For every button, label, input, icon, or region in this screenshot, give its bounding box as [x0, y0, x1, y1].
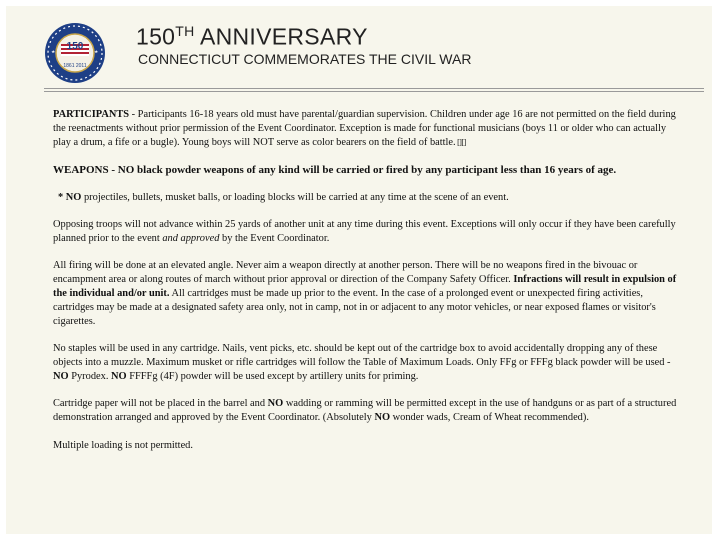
staples-paragraph: No staples will be used in any cartridge. Nails, vent picks, etc. should be kept out of the cartridge box to avoid accidentally dropping any of these objects into a muzzle. Maximum musket or rifle cartridges will follow the Table of Maximum Loads. Only FFg or FFFg black powder will be used - NO Pyrodex. NO FFFFg (4F) powder will be used except by artillery units for priming.	[53, 343, 671, 382]
projectiles-paragraph: * NO projectiles, bullets, musket balls, or loading blocks will be carried at any time at the scene of an event.	[58, 192, 509, 203]
svg-text:1861 2011: 1861 2011	[63, 63, 87, 69]
page-subtitle: CONNECTICUT COMMEMORATES THE CIVIL WAR	[138, 51, 472, 67]
weapons-paragraph: WEAPONS - NO black powder weapons of any kind will be carried or fired by any participant less than 16 years of age.	[53, 164, 617, 176]
participants-paragraph: PARTICIPANTS - Participants 16-18 years old must have parental/guardian supervision. Children under age 16 are not permitted on the field during the reenactments without prior permission of the Event Coordinator. Exception is made for functional musicians (boys 11 or older who can actually play a drum, a fife or a bugle). Young boys will NOT serve as color bearers on the field of battle. [][]	[53, 109, 676, 148]
divider	[44, 88, 704, 89]
divider	[44, 91, 704, 92]
multiple-loading-paragraph: Multiple loading is not permitted.	[53, 440, 193, 451]
page-title: 150TH ANNIVERSARY	[136, 23, 368, 50]
svg-text:150: 150	[66, 41, 84, 52]
rules-content	[53, 108, 683, 453]
commemorative-seal-icon	[44, 22, 106, 84]
cartridge-paper-paragraph: Cartridge paper will not be placed in the barrel and NO wadding or ramming will be permitted except in the use of handguns or as part of a structured demonstration arranged and approved by the Event Coordinator. (Absolutely NO wonder wads, Cream of Wheat recommended).	[53, 398, 677, 423]
firing-paragraph: All firing will be done at an elevated angle. Never aim a weapon directly at another person. There will be no weapons fired in the bivouac or encampment area or along routes of march without prior approval or direction of the Company Safety Officer. Infractions will result in expulsion of the individual and/or unit. All cartridges must be made up prior to the event. In the case of a prolonged event or unexpected firing activities, cartridges may be made at a designated safety area only, not in camp, not in or adjacent to any motor vehicles, or near exposed flames or visitor's cigarettes.	[53, 260, 677, 327]
opposing-troops-paragraph: Opposing troops will not advance within 25 yards of another unit at any time during this event. Exceptions will only occur if they have been carefully planned prior to the event and approved by the Event Coordinator.	[53, 219, 676, 244]
slide	[6, 6, 712, 534]
